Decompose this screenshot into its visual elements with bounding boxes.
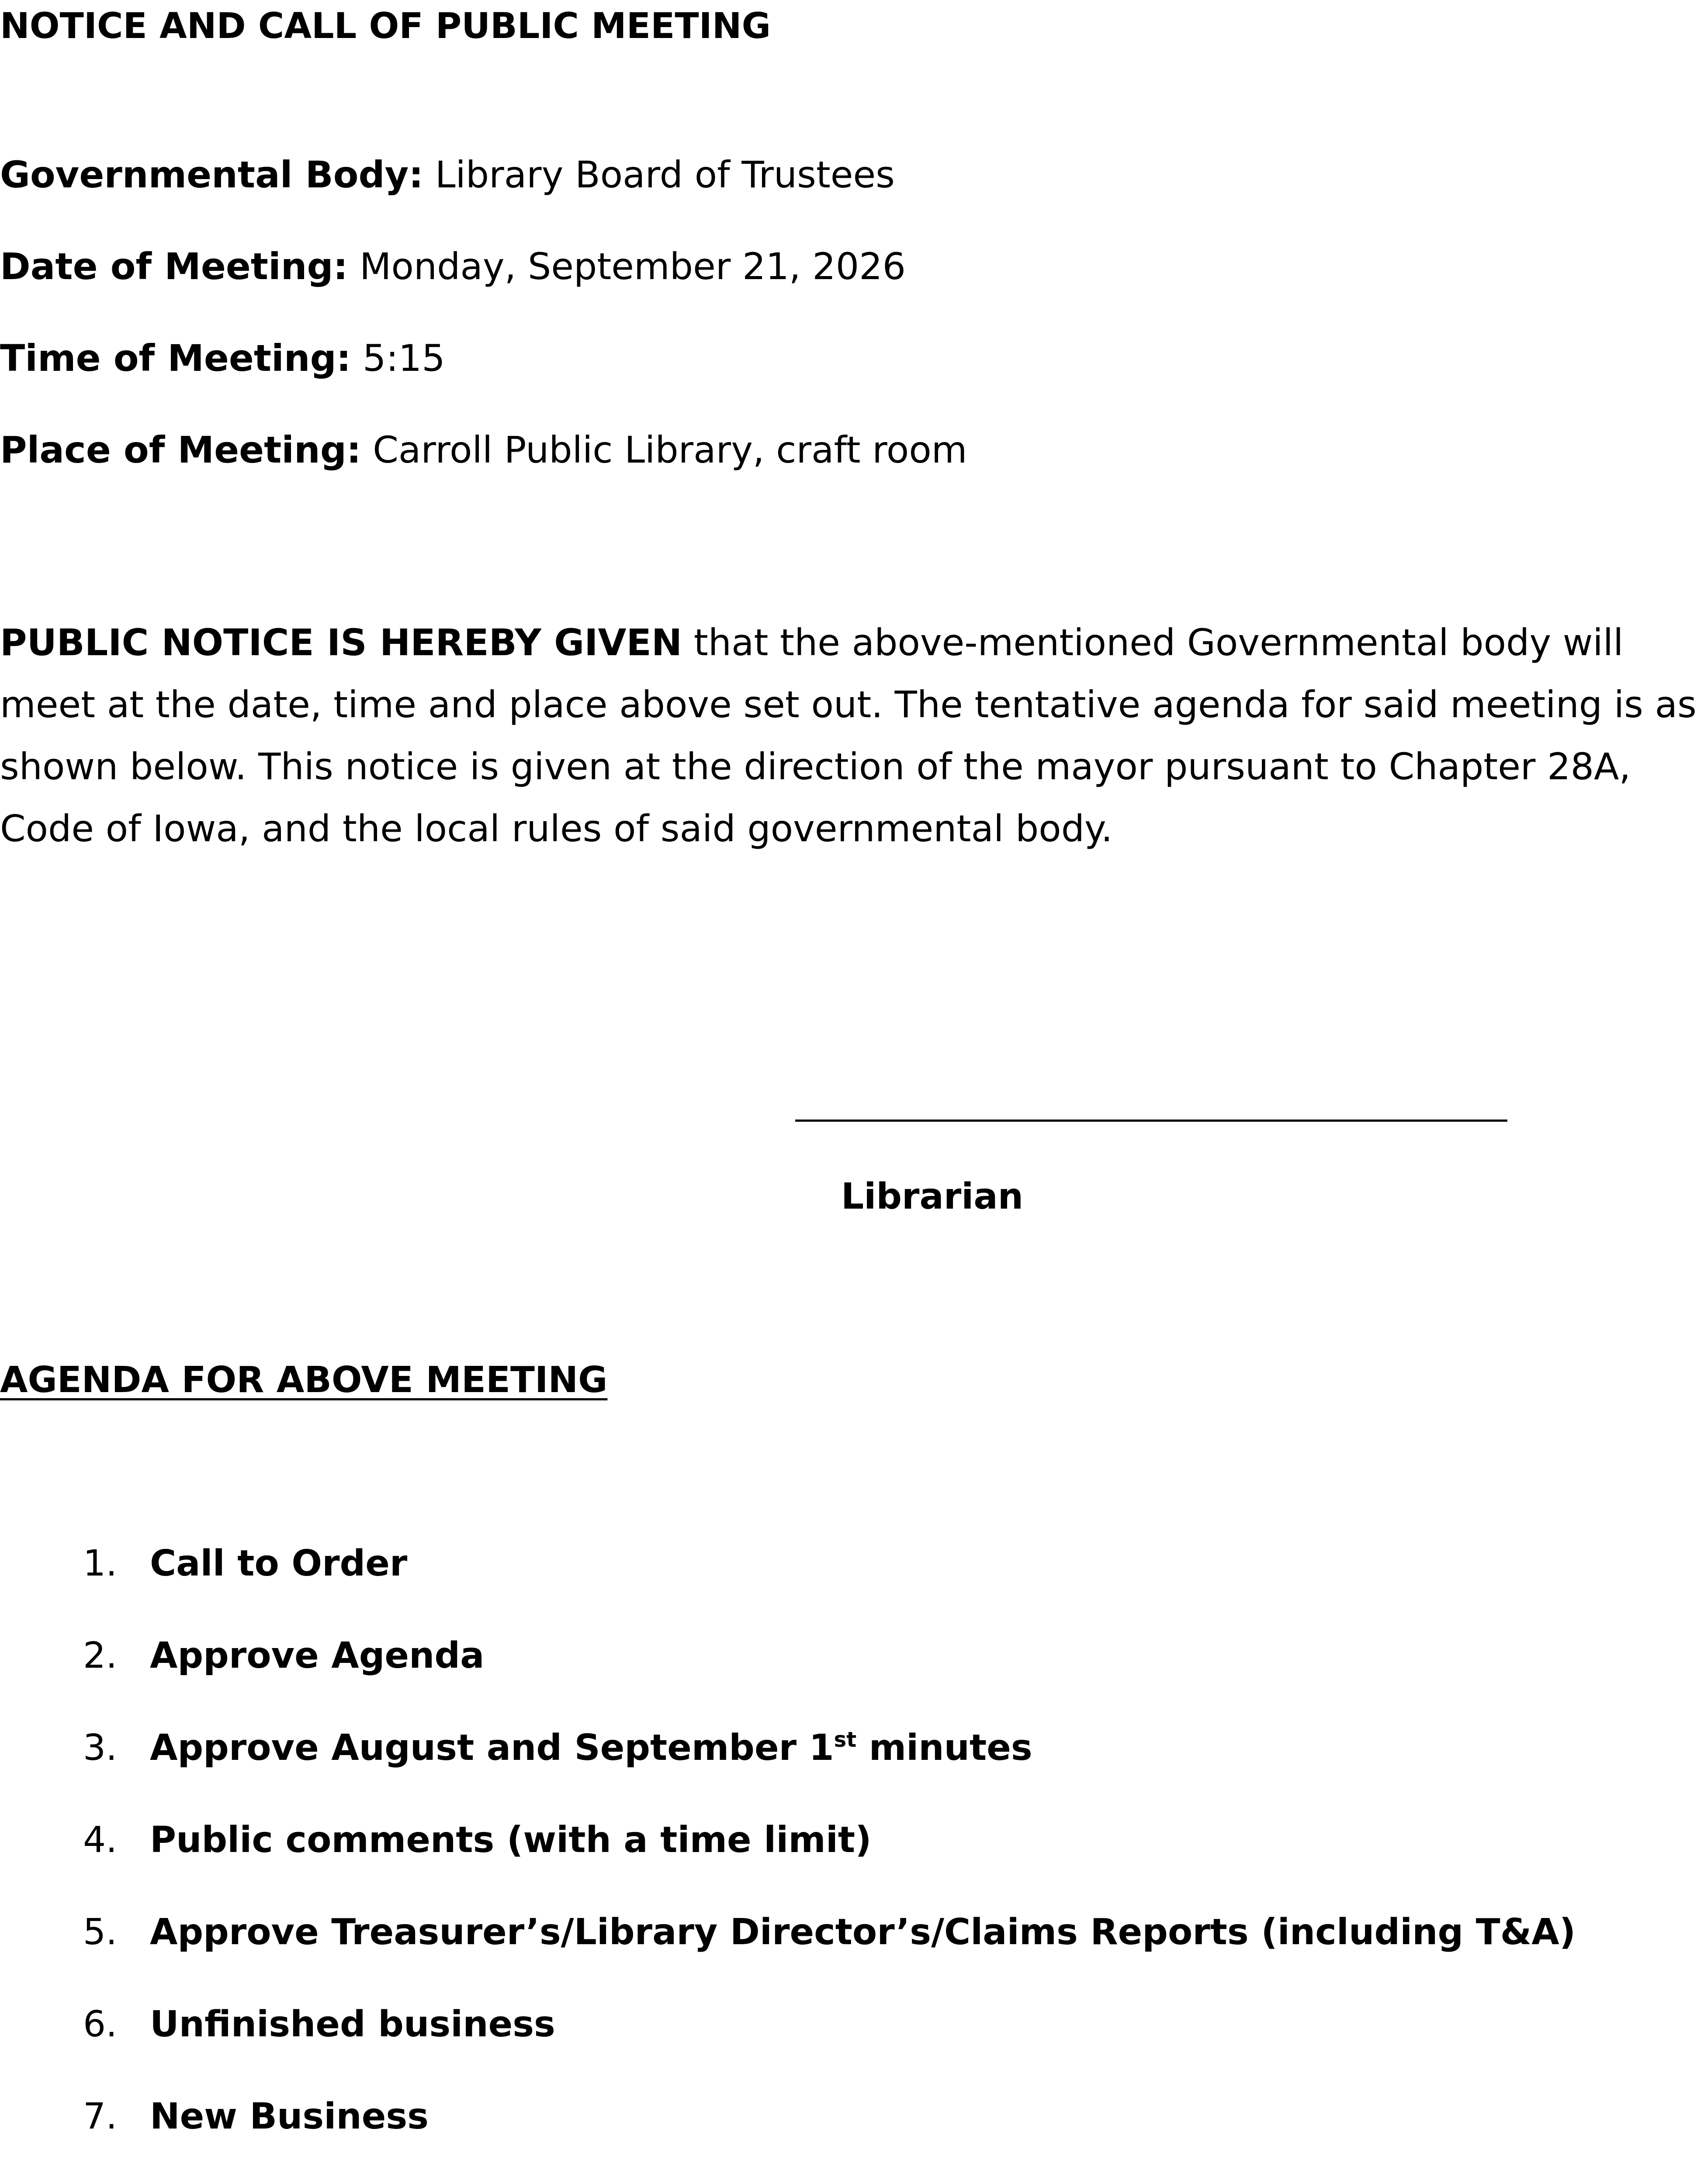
agenda-item-number: 2. [83, 1635, 118, 1676]
time-of-meeting-row [0, 336, 445, 380]
agenda-item-text: New Business [150, 2096, 429, 2137]
time-of-meeting-value: 5:15 [363, 337, 445, 380]
place-of-meeting-row [0, 428, 967, 472]
agenda-heading: AGENDA FOR ABOVE MEETING [0, 1359, 608, 1401]
public-notice-text: that the above-mentioned Governmental body will meet at the date, time and place above set out. The tentative agenda for said meeting is as shown below. This notice is given at the direction of the mayor pursuant to Chapter 28A, Code of Iowa, and the local rules of said governmental body. [0, 621, 1697, 850]
page-title: NOTICE AND CALL OF PUBLIC MEETING [0, 6, 771, 47]
agenda-item-number: 5. [83, 1911, 118, 1953]
date-of-meeting-value: Monday, September 21, 2026 [359, 245, 906, 288]
governmental-body-label: Governmental Body: [0, 153, 423, 196]
signer-title: Librarian [841, 1176, 1024, 1217]
place-of-meeting-value: Carroll Public Library, craft room [373, 429, 967, 471]
agenda-item-number: 6. [83, 2004, 118, 2045]
agenda-item-text: Public comments (with a time limit) [150, 1819, 872, 1861]
agenda-item-text: Call to Order [150, 1543, 408, 1584]
ordinal-suffix: st [834, 1728, 857, 1752]
agenda-item-text [150, 1726, 1032, 1770]
agenda-item-number: 4. [83, 1819, 118, 1861]
agenda-item-text: Approve Treasurer’s/Library Director’s/Claims Reports (including T&A) [150, 1911, 1576, 1953]
governmental-body-row [0, 153, 895, 197]
place-of-meeting-label: Place of Meeting: [0, 429, 361, 471]
date-of-meeting-label: Date of Meeting: [0, 245, 348, 288]
public-notice-lead: PUBLIC NOTICE IS HEREBY GIVEN [0, 621, 682, 664]
agenda-item-number: 3. [83, 1727, 118, 1769]
agenda-item-text: Approve Agenda [150, 1635, 485, 1676]
agenda-item-text: Unfinished business [150, 2004, 555, 2045]
agenda-item-number: 1. [83, 1543, 118, 1584]
agenda-item-text-start: Approve August and September 1 [150, 1727, 834, 1769]
date-of-meeting-row [0, 245, 906, 288]
time-of-meeting-label: Time of Meeting: [0, 337, 351, 380]
agenda-item-number: 7. [83, 2096, 118, 2137]
governmental-body-value: Library Board of Trustees [435, 153, 895, 196]
signature-line [795, 1120, 1507, 1122]
agenda-item-text-end: minutes [856, 1727, 1032, 1769]
public-notice-paragraph [0, 612, 1702, 860]
